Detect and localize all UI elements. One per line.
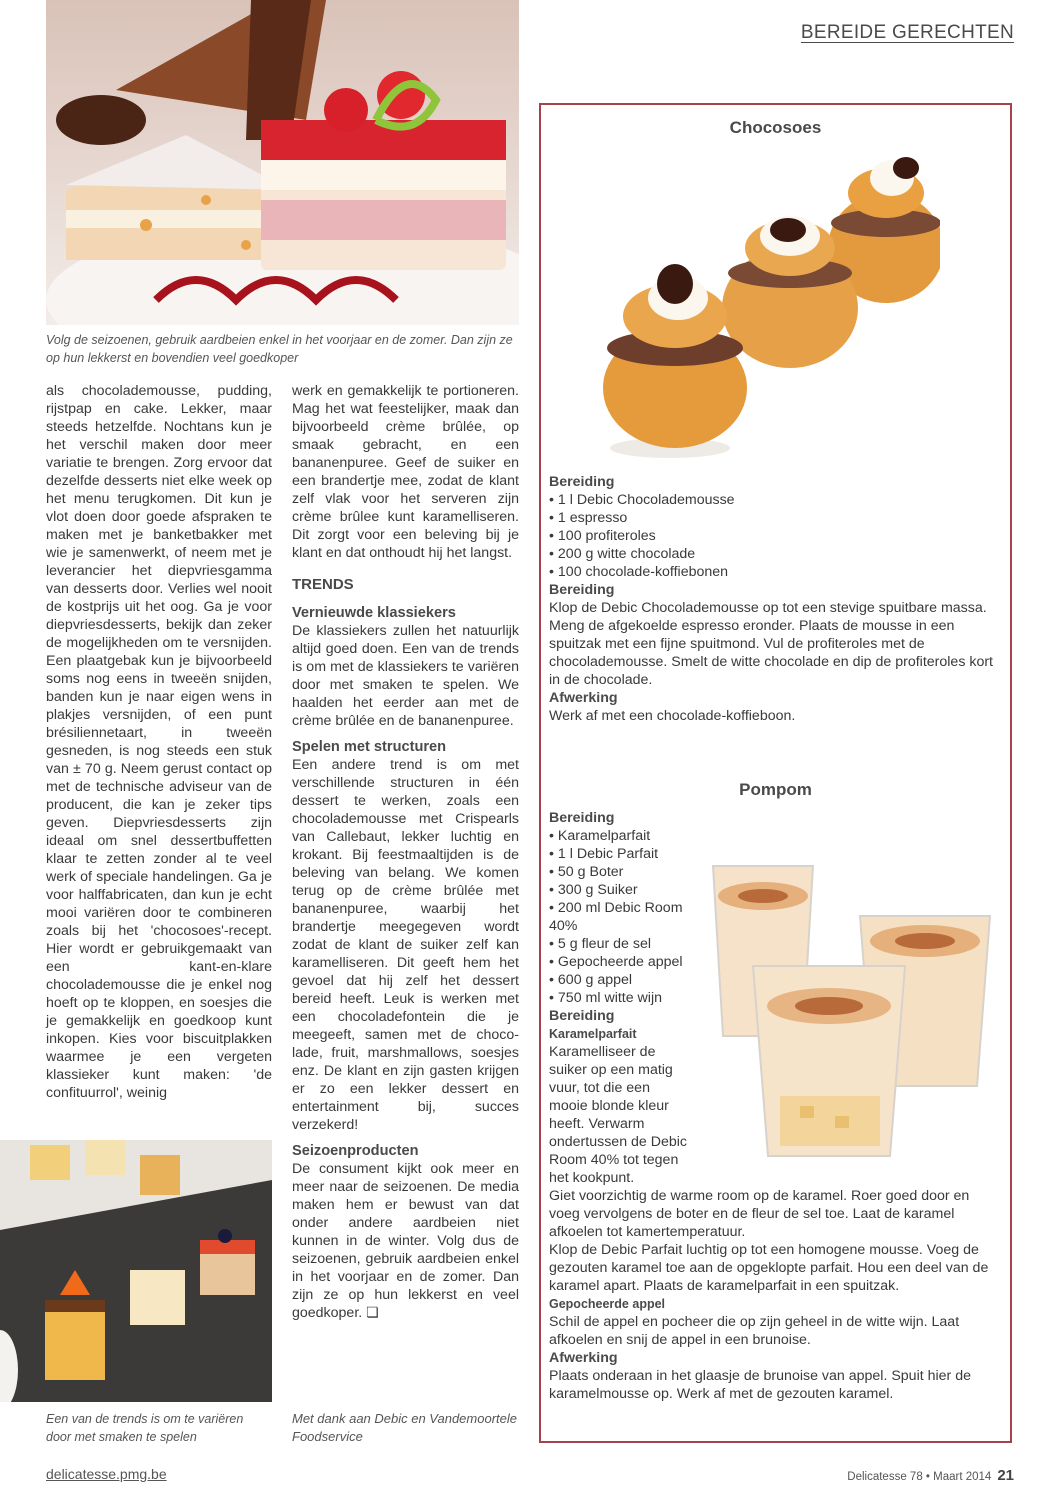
- pompom-parfait-text-2: Giet voorzichtig de warme room op de karamel. Roer goed door en voeg vervolgens de boter en de fleur de sel toe. Laat de karamel afkoelen tot kamertemperatuur.: [549, 1188, 970, 1240]
- chocosoes-ingredient-list: [549, 491, 1004, 581]
- ingredient-item: • 100 chocolade-koffiebonen: [549, 563, 1004, 581]
- acknowledgement: Met dank aan Debic en Vandemoortele Foodservice: [292, 1411, 517, 1444]
- ingredient-item: • 200 g witte chocolade: [549, 545, 1004, 563]
- petit-fours-photo: [0, 1140, 272, 1402]
- ingredient-item: • 1 espresso: [549, 509, 1004, 527]
- subheading-vernieuwde-klassiekers: Vernieuwde klassiekers: [292, 605, 456, 621]
- subheading-spelen-met-structuren: Spelen met structuren: [292, 739, 447, 755]
- column-1-text: als chocolademousse, pudding, rijstpap en cake. Lekker, maar steeds hetzelfde. Nochtans kun je het verschil maken door meer variatie te brengen. Zorg ervoor dat dezelfde desserts niet elke week op het menu terugkomen. Dit kun je vlot doen door goede afspraken te maken met je banketbakker met wie je samenwerkt, of neem met je leverancier het diepvriesgamma van desserts door. Verlies wel nooit de kostprijs uit het oog. Ga je voor diepvriesdesserts, bekijk dan zeker de mogelijkheden om te versnijden. Een plaatgebak kun je bijvoorbeeld soms nog eens in tweeën snijden, banden kun je naar eigen wens in plakjes versnijden, of een punt brésiliennetaart, in tweeën gesneden, is nog steeds een stuk van ± 70 g. Neem gerust contact op met de technische adviseur van de producent, die kan je zeker tips geven. Diepvriesdesserts zijn ideaal om snel dessertbuffetten klaar te zetten zonder al te veel werk of speciale handelingen. Ga je voor halffabricaten, dan kun je echt mooi variëren door te combineren zoals bij het 'chocosoes'-recept. Hier wordt er gebruikgemaakt van een kant-en-klare chocolademousse die je enkel nog hoeft op te kloppen, en soesjes die je gemakkelijk en goedkoop kunt inkopen. Kies voor biscuitplakken waarmee je een vergeten klassieker kunt maken: 'de confituurrol', weinig: [46, 383, 272, 1101]
- ingredient-item: • 750 ml witte wijn: [549, 989, 689, 1007]
- recipe-chocosoes-title: Chocosoes: [729, 118, 822, 137]
- bottom-photo-caption: Een van de trends is om te variëren door met smaken te spelen: [46, 1412, 244, 1444]
- section-tag: BEREIDE GERECHTEN: [800, 22, 1014, 43]
- pompom-appel-text: Schil de appel en pocheer die op zijn geheel in de witte wijn. Laat afkoelen en snij de appel in een brunoise.: [549, 1314, 960, 1348]
- recipe-chocosoes: [549, 473, 1004, 725]
- cake-slices-photo: [46, 0, 519, 325]
- ingredient-item: • 5 g fleur de sel: [549, 935, 689, 953]
- pompom-subheading-karamelparfait: Karamelparfait: [549, 1027, 637, 1041]
- footer-issue-text: Delicatesse 78 • Maart 2014: [847, 1471, 992, 1483]
- pompom-method-label: Bereiding: [549, 1008, 615, 1024]
- ingredient-item: • Karamelparfait: [549, 827, 689, 845]
- ingredient-item: • 1 l Debic Chocolademousse: [549, 491, 1004, 509]
- column-2: [292, 382, 519, 1322]
- ingredient-item: • 200 ml Debic Room 40%: [549, 899, 689, 935]
- pompom-ingredients-label: Bereiding: [549, 810, 615, 826]
- pompom-parfait-text-3: Klop de Debic Parfait luchtig op tot een homogene mousse. Voeg de gezouten karamel toe aan de opgeklopte parfait. Hou een deel van de karamel apart. Plaats de karamelparfait in een spuitzak.: [549, 1242, 989, 1294]
- column-1: [46, 382, 272, 1102]
- footer-issue: [847, 1467, 1014, 1484]
- column-2-intro: werk en gemakkelijk te portioneren. Mag het wat feestelijker, maak dan bijvoorbeeld crème brûlée, op smaak gebracht, en een bananenpuree. Geef de suiker en een brandertje mee, zodat de klant zelf vlak voor het serveren zijn crème brûlee kunt karamelliseren. Dit zorgt voor een beleving bij je klant en dat onthoudt hij het langst.: [292, 383, 519, 561]
- pompom-parfait-text-1: Karamelliseer de suiker op een matig vuur, tot die een mooie blonde kleur heeft. Verwarm ondertussen de Debic Room 40% tot tegen het kookpunt.: [549, 1044, 688, 1186]
- subheading-seizoenproducten: Seizoenproducten: [292, 1143, 419, 1159]
- pompom-ingredient-list: [549, 827, 689, 1007]
- ingredient-item: • 600 g appel: [549, 971, 689, 989]
- top-photo-caption: Volg de seizoenen, gebruik aardbeien enkel in het voorjaar en de zomer. Dan zijn ze op hun lekkerst en bovendien veel goedkoper: [46, 333, 513, 365]
- ingredient-item: • 300 g Suiker: [549, 881, 689, 899]
- recipe-pompom: [549, 809, 1004, 1403]
- ingredient-item: • 100 profiteroles: [549, 527, 1004, 545]
- page-number: 21: [997, 1467, 1014, 1484]
- chocosoes-ingredients-label: Bereiding: [549, 474, 615, 490]
- section-spelen-met-structuren-text: Een andere trend is om met verschillende structuren in één dessert te werken, zoals een chocolademousse met Crispearls van Callebaut, lekker luchtig en krokant. Bij feestmaaltijden is de beleving van belang. We komen terug op de crème brûlée met bananenpuree, waarbij het brandertje meegegeven wordt zodat de klant de suiker zelf kan karamelliseren. Dit geeft hem het gevoel dat hij zelf het dessert bereid heeft. Leuk is werken met een chocoladefontein die je meegeeft, samen met de chocolade, fruit, marshmallows, soesjes enz. De klant en zijn gasten krijgen er zo een lekker dessert en entertainment bij, succes verzekerd!: [292, 757, 519, 1133]
- pompom-subheading-gepocheerde-appel: Gepocheerde appel: [549, 1297, 666, 1311]
- chocosoes-finish-text: Werk af met een chocolade-koffieboon.: [549, 708, 796, 724]
- ingredient-item: • 1 l Debic Parfait: [549, 845, 689, 863]
- chocosoes-finish-label: Afwerking: [549, 690, 618, 706]
- trends-heading: TRENDS: [292, 576, 354, 593]
- ingredient-item: • Gepocheerde appel: [549, 953, 689, 971]
- chocosoes-method-label: Bereiding: [549, 582, 615, 598]
- ingredient-item: • 50 g Boter: [549, 863, 689, 881]
- recipe-pompom-title: Pompom: [739, 780, 812, 799]
- footer-site-link[interactable]: delicatesse.pmg.be: [46, 1466, 167, 1482]
- chocosoes-method-text: Klop de Debic Chocolademousse op tot een stevige spuitbare massa. Meng de afgekoelde espresso eronder. Plaats de mousse in een spuitzak met een fijne spuitmond. Vul de profiteroles met de chocolademousse. Smelt de witte chocolade en dip de profiteroles kort in de chocolade.: [549, 600, 994, 688]
- chocosoes-photo: [600, 148, 940, 466]
- section-vernieuwde-klassiekers-text: De klassiekers zullen het natuurlijk altijd goed doen. Een van de trends is om met de klassiekers te variëren door met smaken te spelen. We haalden het eerder aan met de crème brûlée en de bananenpuree.: [292, 623, 519, 729]
- pompom-finish-text: Plaats onderaan in het glaasje de brunoise van appel. Spuit hier de karamelmousse op. Werk af met de gezouten karamel.: [549, 1368, 971, 1402]
- section-seizoenproducten-text: De consument kijkt ook meer en meer naar de seizoenen. De media maken hem er bewust van dat onder andere aardbeien niet kunnen in de winter. Volg dus de seizoenen, gebruik aardbeien enkel in het voorjaar en de zomer. Dan zijn ze op hun lekkerst en veel goedkoper. ❏: [292, 1161, 519, 1321]
- pompom-finish-label: Afwerking: [549, 1350, 618, 1366]
